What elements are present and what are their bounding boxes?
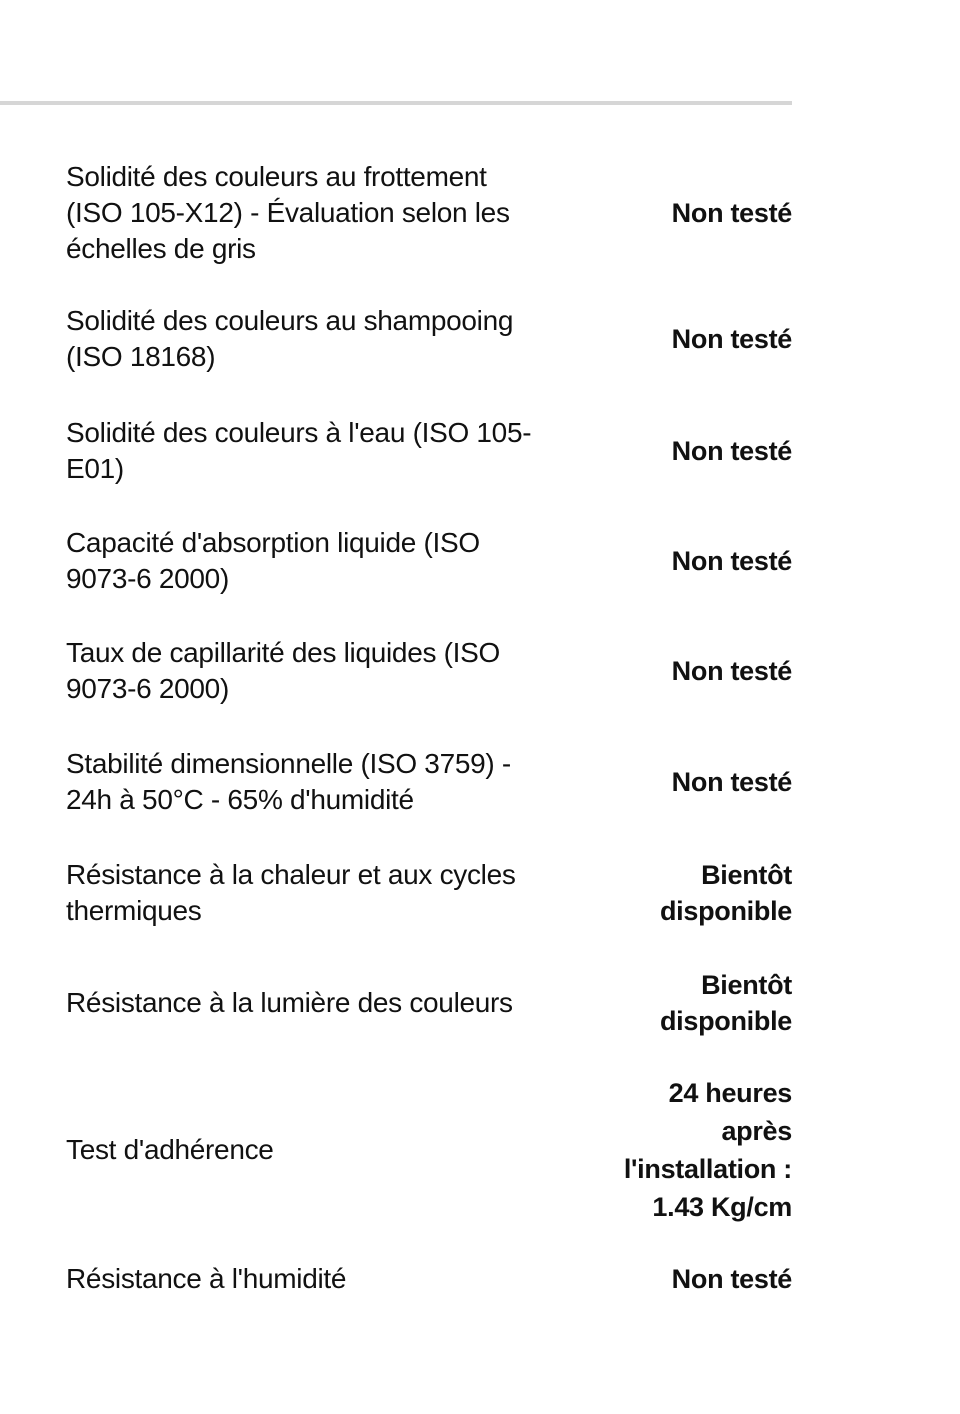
spec-row-adhesion-test (66, 1075, 792, 1225)
spec-value: Non testé (671, 1264, 792, 1294)
spec-label: Test d'adhérence (66, 1134, 274, 1165)
spec-row-water-fastness (66, 414, 792, 488)
spec-label: Résistance à l'humidité (66, 1263, 347, 1294)
spec-value: Non testé (671, 436, 792, 466)
spec-label: Résistance à la chaleur et aux cycles thermiques (66, 859, 516, 926)
spec-value: Non testé (671, 324, 792, 354)
spec-row-rub-fastness (66, 156, 792, 270)
spec-label: Résistance à la lumière des couleurs (66, 987, 513, 1018)
spec-row-shampoo-fastness (66, 303, 792, 375)
spec-value: Bientôt disponible (659, 860, 792, 926)
spec-value: Non testé (671, 767, 792, 797)
spec-label: Solidité des couleurs au frottement (ISO 105-X12) - Évaluation selon les échelles de gris (66, 161, 510, 264)
spec-row-light-fastness (66, 967, 792, 1039)
spec-value: Non testé (671, 198, 792, 228)
spec-row-liquid-absorption (66, 524, 792, 598)
specs-table (66, 0, 792, 1414)
spec-label: Solidité des couleurs au shampooing (ISO 18168) (66, 305, 514, 372)
spec-row-capillarity (66, 634, 792, 708)
spec-label: Capacité d'absorption liquide (ISO 9073-6 2000) (66, 527, 480, 594)
spec-value: Non testé (671, 546, 792, 576)
spec-label: Stabilité dimensionnelle (ISO 3759) - 24h à 50°C - 65% d'humidité (66, 748, 511, 815)
spec-value: 24 heures après l'installation : 1.43 Kg/cm (623, 1078, 792, 1222)
spec-row-heat-resistance (66, 857, 792, 929)
spec-label: Solidité des couleurs à l'eau (ISO 105- E01) (66, 417, 532, 484)
spec-row-humidity-resistance (66, 1260, 792, 1298)
spec-value: Bientôt disponible (659, 970, 792, 1036)
spec-value: Non testé (671, 656, 792, 686)
spec-row-dimensional-stability (66, 744, 792, 820)
spec-label: Taux de capillarité des liquides (ISO 9073-6 2000) (66, 637, 501, 704)
